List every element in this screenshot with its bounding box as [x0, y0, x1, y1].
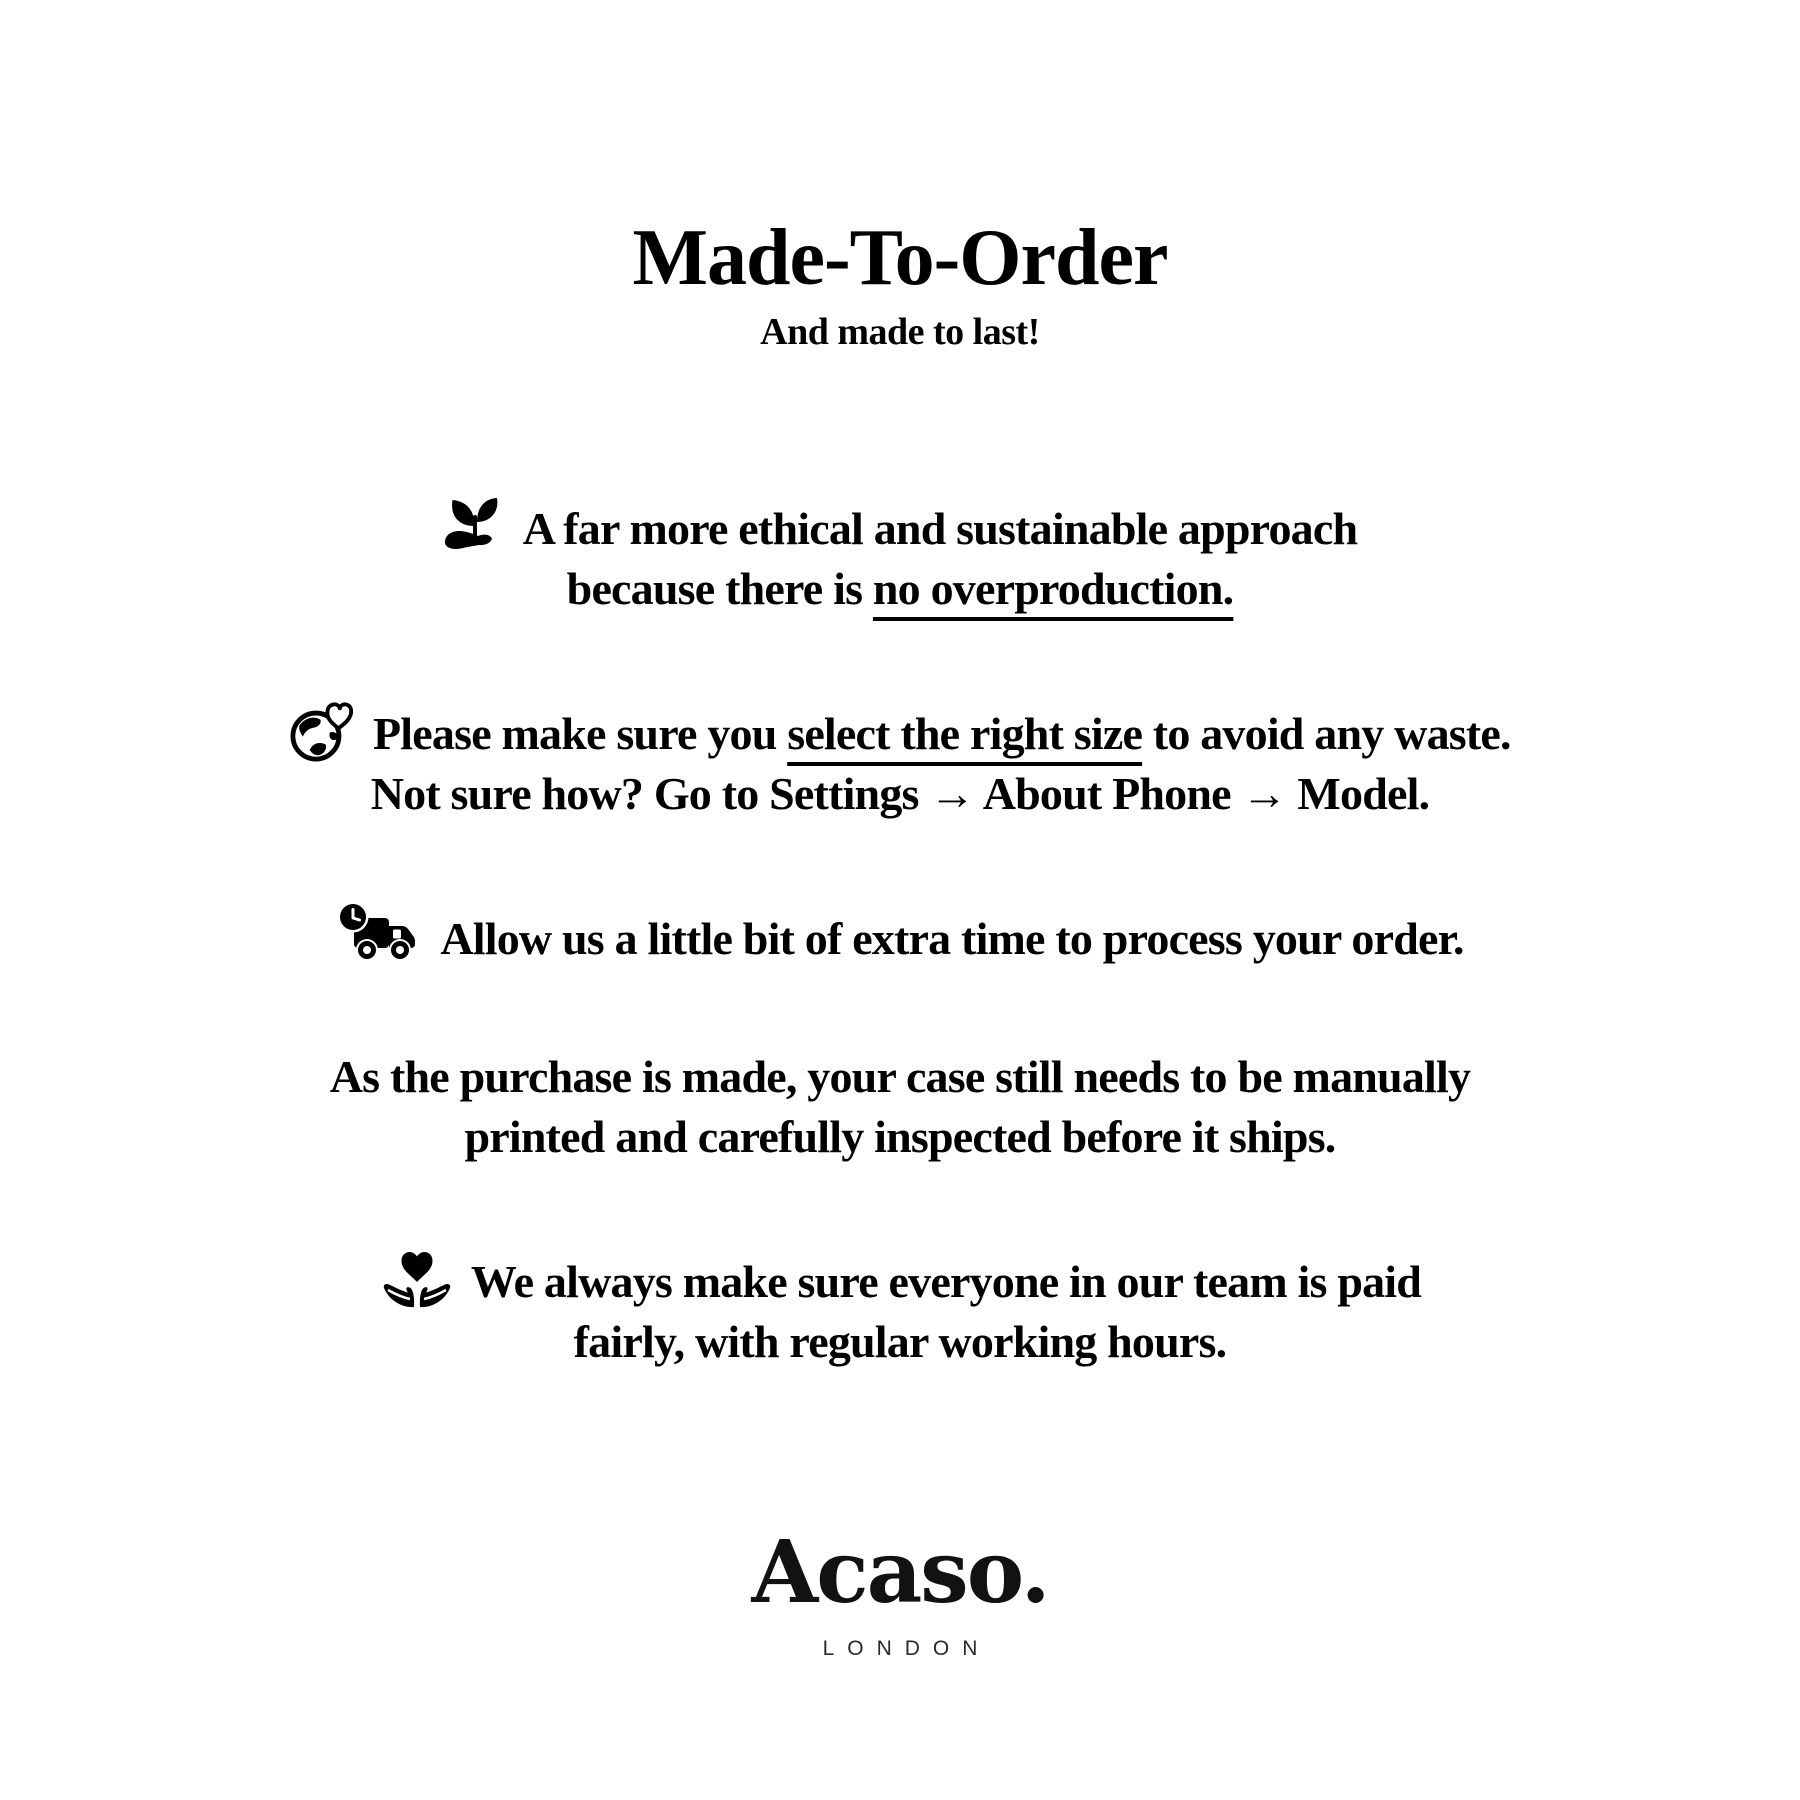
- truck-clock-icon: [336, 902, 424, 968]
- info-paragraph: [60, 492, 1740, 619]
- paragraph-line: [60, 764, 1740, 824]
- paragraph-line: [60, 492, 1740, 559]
- paragraph-line: [60, 1107, 1740, 1167]
- paragraph-line: [60, 902, 1740, 969]
- info-paragraph: [60, 1047, 1740, 1167]
- text-segment: printed and carefully inspected before it ships.: [464, 1111, 1336, 1162]
- text-segment: Allow us a little bit of extra time to process your order.: [440, 913, 1464, 964]
- paragraph-line: [60, 1245, 1740, 1312]
- brand-logo: Acaso.: [751, 1522, 1049, 1623]
- text-segment: Please make sure you: [373, 708, 788, 759]
- paragraph-line: [60, 1047, 1740, 1107]
- info-paragraphs: [0, 492, 1800, 1372]
- page-subtitle: And made to last!: [760, 311, 1040, 353]
- info-paragraph: [60, 697, 1740, 824]
- text-segment: because there is: [566, 563, 873, 614]
- info-paragraph: [60, 902, 1740, 969]
- paragraph-line: [60, 1312, 1740, 1372]
- text-segment: fairly, with regular working hours.: [573, 1316, 1227, 1367]
- info-paragraph: [60, 1245, 1740, 1372]
- text-segment: to avoid any waste.: [1142, 708, 1511, 759]
- hands-heart-icon: [379, 1245, 455, 1311]
- seedling-hand-icon: [443, 492, 507, 558]
- paragraph-line: [60, 697, 1740, 764]
- brand-block: [0, 1522, 1800, 1661]
- text-segment: We always make sure everyone in our team is paid: [470, 1256, 1422, 1307]
- earth-heart-icon: [289, 697, 357, 763]
- paragraph-line: [60, 559, 1740, 619]
- brand-location: LONDON: [822, 1637, 991, 1660]
- page-title: Made-To-Order: [632, 214, 1168, 302]
- text-segment: As the purchase is made, your case still needs to be manually: [329, 1051, 1471, 1102]
- underlined-text: no overproduction.: [872, 563, 1234, 614]
- text-segment: Not sure how? Go to Settings → About Phone → Model.: [370, 768, 1430, 819]
- underlined-text: select the right size: [787, 708, 1143, 759]
- text-segment: A far more ethical and sustainable approach: [522, 503, 1358, 554]
